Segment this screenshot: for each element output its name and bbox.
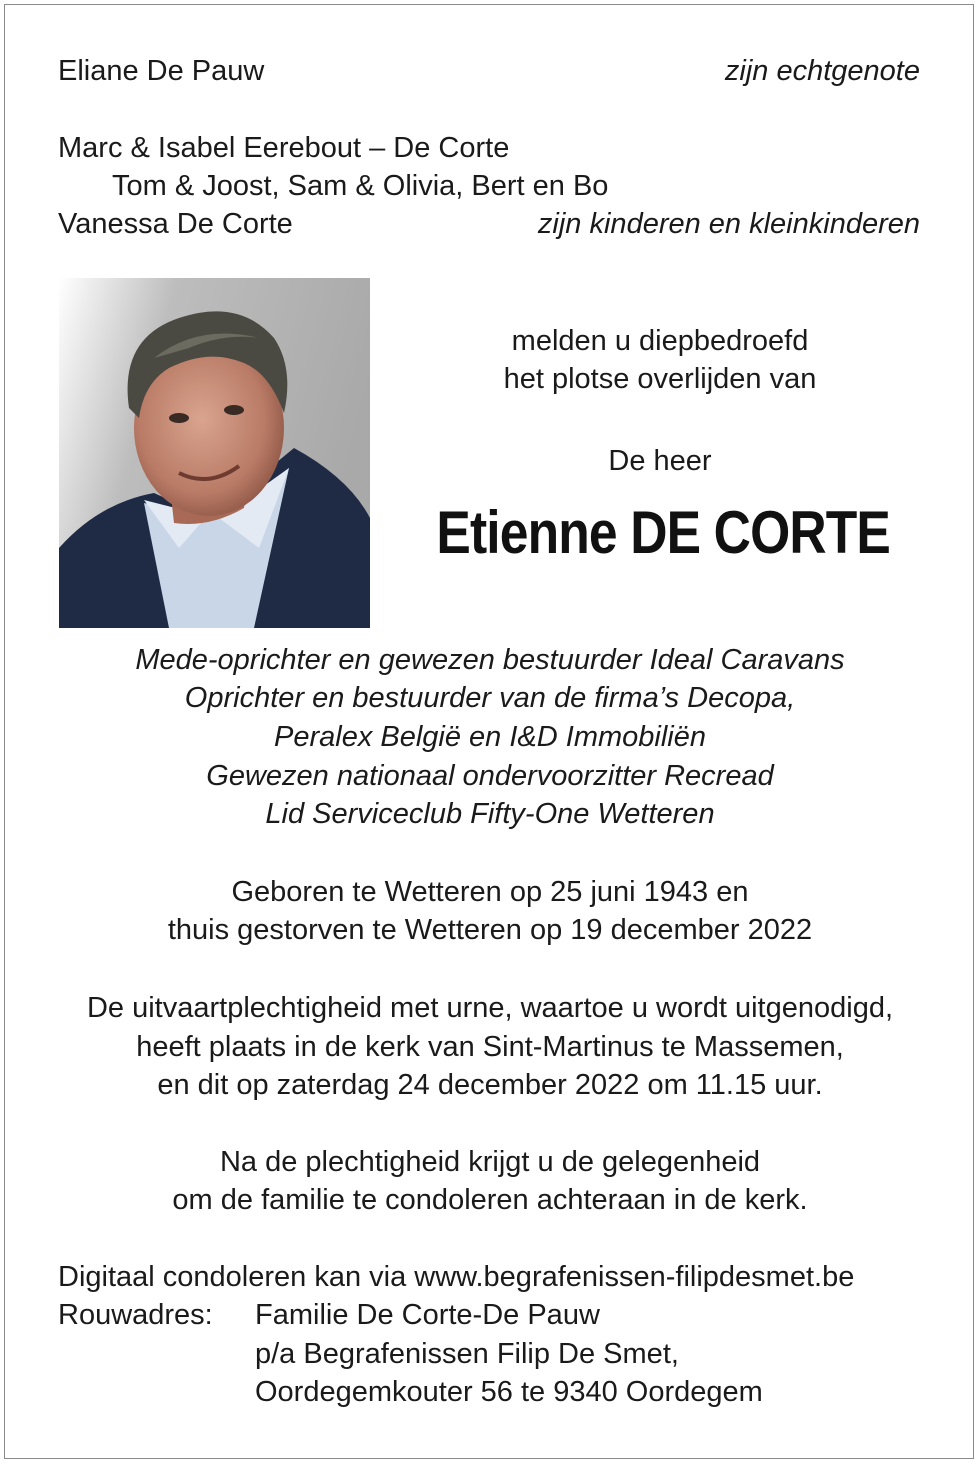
honorific: De heer xyxy=(608,445,712,477)
spouse-role: zijn echtgenote xyxy=(724,55,920,87)
announcement-line-2: het plotse overlijden van xyxy=(503,363,817,395)
role-line-4: Gewezen nationaal ondervoorzitter Recread xyxy=(206,760,774,792)
spouse-name: Eliane De Pauw xyxy=(58,55,265,87)
digital-condolence: Digitaal condoleren kan via www.begrafenissen-filipdesmet.be xyxy=(58,1261,855,1293)
role-line-2: Oprichter en bestuurder van de firma’s Decopa, xyxy=(184,682,796,714)
role-line-5: Lid Serviceclub Fifty-One Wetteren xyxy=(265,798,715,830)
announcement-line-1: melden u diepbedroefd xyxy=(511,325,809,357)
role-line-3: Peralex België en I&D Immobiliën xyxy=(274,721,706,753)
condolence-line-1: Na de plechtigheid krijgt u de gelegenheid xyxy=(219,1146,761,1178)
address-label: Rouwadres: xyxy=(58,1299,213,1331)
birth-line: Geboren te Wetteren op 25 juni 1943 en xyxy=(231,876,749,908)
death-line: thuis gestorven te Wetteren op 19 december 2022 xyxy=(167,914,813,946)
children-role: zijn kinderen en kleinkinderen xyxy=(537,208,920,240)
deceased-name: Etienne DE CORTE xyxy=(436,499,890,566)
role-line-1: Mede-oprichter en gewezen bestuurder Ideal Caravans xyxy=(135,644,845,676)
child-2: Vanessa De Corte xyxy=(58,208,293,240)
address-line-2: p/a Begrafenissen Filip De Smet, xyxy=(255,1338,679,1370)
funeral-line-2: heeft plaats in de kerk van Sint-Martinus te Massemen, xyxy=(136,1031,844,1063)
portrait-photo xyxy=(59,278,370,628)
address-line-3: Oordegemkouter 56 te 9340 Oordegem xyxy=(255,1376,763,1408)
condolence-line-2: om de familie te condoleren achteraan in de kerk. xyxy=(172,1184,808,1216)
grandchildren: Tom & Joost, Sam & Olivia, Bert en Bo xyxy=(112,170,609,202)
funeral-line-3: en dit op zaterdag 24 december 2022 om 11.15 uur. xyxy=(157,1069,823,1101)
child-1: Marc & Isabel Eerebout – De Corte xyxy=(58,132,510,164)
funeral-line-1: De uitvaartplechtigheid met urne, waartoe u wordt uitgenodigd, xyxy=(86,992,894,1024)
address-line-1: Familie De Corte-De Pauw xyxy=(255,1299,600,1331)
